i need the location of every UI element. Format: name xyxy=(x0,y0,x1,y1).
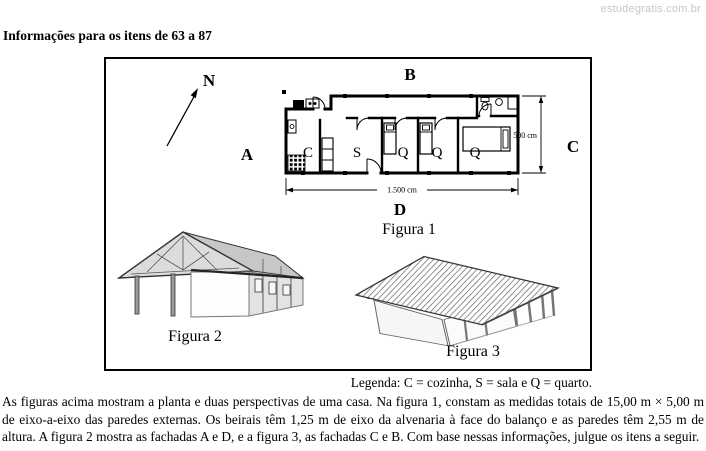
site-watermark: estudegratis.com.br xyxy=(600,3,701,15)
room-label-quarto3: Q xyxy=(469,145,481,161)
facade-label-c: C xyxy=(566,137,580,156)
figura2-caption: Figura 2 xyxy=(168,328,222,345)
facade-label-b: B xyxy=(404,65,416,84)
floor-plan-figure xyxy=(105,62,595,222)
figura3-caption: Figura 3 xyxy=(446,343,500,360)
facade-label-d: D xyxy=(393,200,407,219)
room-label-cozinha: C xyxy=(302,145,314,161)
house-perspective-figure3 xyxy=(352,246,562,351)
house-2-posts xyxy=(135,274,175,316)
north-arrow-icon xyxy=(167,71,216,146)
section-heading: Informações para os itens de 63 a 87 xyxy=(3,28,212,43)
question-statement: As figuras acima mostram a planta e duas perspectivas de uma casa. Na figura 1, constam as medidas totais de 15,00 m × 5,00 m de eixo-a-eixo das paredes externas. Os beirais têm 1,25 m de eixo da alvenaria à face do balanço e as paredes têm 2,55 m de altura. A figura 2 mostra as fachadas A e D, e a figura 3, as fachadas C e B. Com base nessas informações, julgue os itens a seguir. xyxy=(2,394,704,445)
width-dimension xyxy=(286,178,518,195)
facade-label-a: A xyxy=(240,145,254,164)
house-2-walls xyxy=(191,270,303,317)
height-dimension-label: 500 cm xyxy=(513,131,537,140)
north-label: N xyxy=(202,71,216,90)
room-label-sala: S xyxy=(352,145,362,161)
figura1-caption: Figura 1 xyxy=(382,221,436,238)
width-dimension-label: 1.500 cm xyxy=(387,185,417,195)
room-doors xyxy=(357,104,491,173)
room-label-quarto2: Q xyxy=(431,145,443,161)
bathroom-fixtures xyxy=(481,96,518,110)
house-perspective-figure2 xyxy=(113,226,305,321)
room-label-quarto1: Q xyxy=(397,145,409,161)
figure-legend: Legenda: C = cozinha, S = sala e Q = quarto. xyxy=(350,375,592,390)
